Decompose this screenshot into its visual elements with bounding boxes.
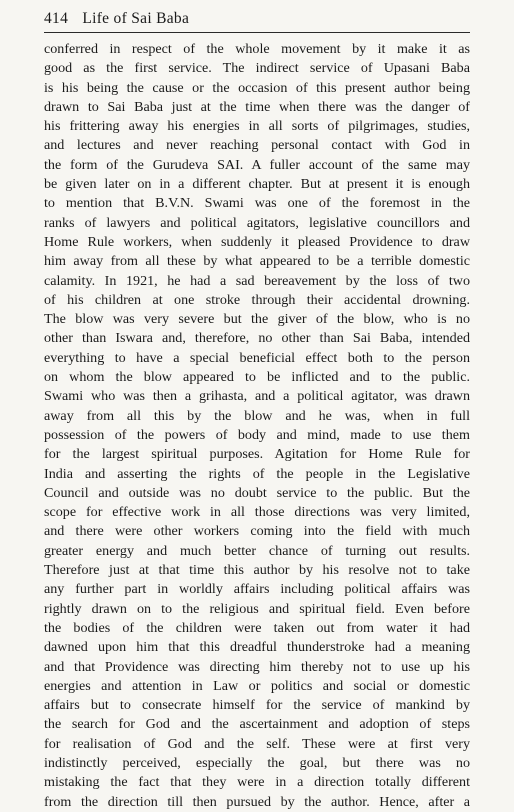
text-line: from the direction till then pursued by the author. Hence, after a: [44, 793, 470, 810]
text-line: drawn to Sai Baba just at the time when there was the danger of: [44, 98, 470, 115]
text-line: to mention that B.V.N. Swami was one of the foremost in the: [44, 195, 470, 212]
text-line: greater energy and much better chance of turning out results.: [44, 542, 470, 559]
text-line: India and asserting the rights of the people in the Legislative: [44, 465, 470, 482]
body-paragraph: [44, 40, 470, 812]
text-line: possession of the powers of body and mind, made to use them: [44, 426, 470, 443]
text-line: any further part in worldly affairs including political affairs was: [44, 581, 470, 598]
text-line: dawned upon him that this dreadful thunderstroke had a meaning: [44, 639, 470, 656]
text-line: scope for effective work in all those directions was very limited,: [44, 504, 470, 521]
header-rule: [44, 32, 470, 33]
text-line: good as the first service. The indirect service of Upasani Baba: [44, 60, 470, 77]
text-line: Therefore just at that time this author by his resolve not to take: [44, 562, 470, 579]
text-line: and that Providence was directing him thereby not to use up his: [44, 658, 470, 675]
text-line: affairs but to consecrate himself for the service of mankind by: [44, 697, 470, 714]
text-line: The blow was very severe but the giver of the blow, who is no: [44, 311, 470, 328]
book-title: Life of Sai Baba: [82, 10, 190, 27]
text-line: the search for God and the ascertainment and adoption of steps: [44, 716, 470, 733]
text-line: and lectures and never reaching personal contact with God in: [44, 137, 470, 154]
text-line: Council and outside was no doubt service to the public. But the: [44, 484, 470, 501]
text-line: indistinctly perceived, especially the goal, but there was no: [44, 754, 470, 771]
text-line: for realisation of God and the self. These were at first very: [44, 735, 470, 752]
text-line: be given later on in a different chapter. But at present it is enough: [44, 176, 470, 193]
text-line: other than Iswara and, therefore, no other than Sai Baba, intended: [44, 330, 470, 347]
text-line: Swami who was then a grihasta, and a political agitator, was drawn: [44, 388, 470, 405]
text-line: is his being the cause or the occasion of this present author being: [44, 79, 470, 96]
page-number: 414: [44, 10, 69, 27]
text-line: energies and attention in Law or politics and social or domestic: [44, 677, 470, 694]
text-line: on whom the blow appeared to be inflicted and to the public.: [44, 369, 470, 386]
text-line: rightly drawn on to the religious and spiritual field. Even before: [44, 600, 470, 617]
text-line: away from all this by the blow and he was, when in full: [44, 407, 470, 424]
text-line: ranks of lawyers and political agitators, legislative councillors and: [44, 214, 470, 231]
text-line: Home Rule workers, when suddenly it pleased Providence to draw: [44, 233, 470, 250]
text-line: him away from all these by what appeared to be a terrible domestic: [44, 253, 470, 270]
text-line: for the largest spiritual purposes. Agitation for Home Rule for: [44, 446, 470, 463]
text-line: conferred in respect of the whole movement by it make it as: [44, 41, 470, 57]
text-line: of his children at one stroke through their accidental drowning.: [44, 291, 470, 308]
text-line: and there were other workers coming into the field with much: [44, 523, 470, 540]
text-line: mistaking the fact that they were in a direction totally different: [44, 774, 470, 791]
running-head: [44, 10, 189, 28]
text-line: everything to have a special beneficial effect both to the person: [44, 349, 470, 366]
text-line: the bodies of the children were taken out from water it had: [44, 619, 470, 636]
text-line: calamity. In 1921, he had a sad bereavement by the loss of two: [44, 272, 470, 289]
text-line: the form of the Gurudeva SAI. A fuller account of the same may: [44, 156, 470, 173]
text-line: his frittering away his energies in all sorts of pilgrimages, studies,: [44, 118, 470, 135]
